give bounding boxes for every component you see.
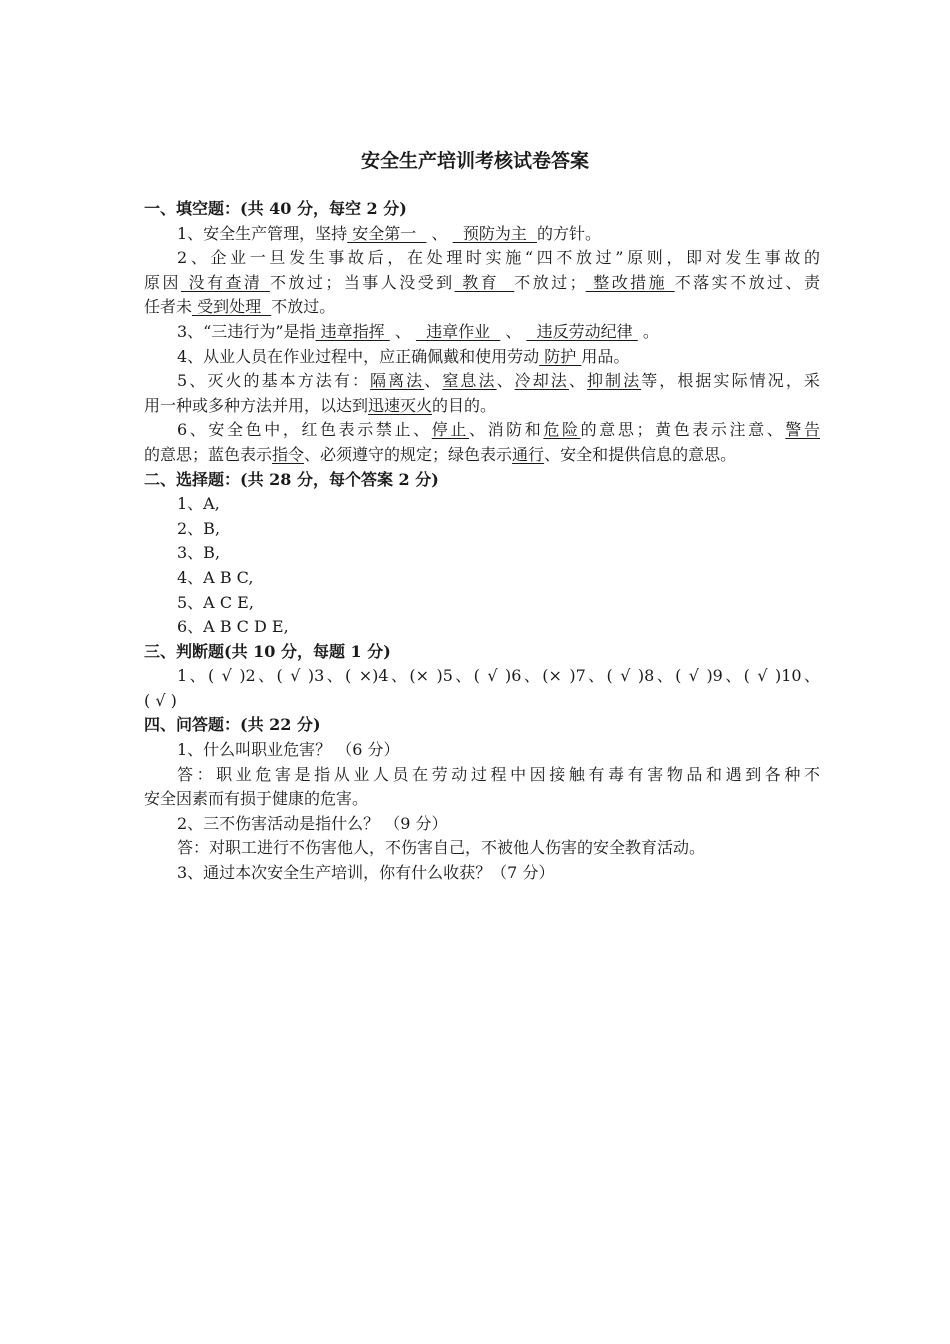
judge-answers-line-2: ( √ )	[144, 690, 177, 710]
fill-question-3: 3、“三违行为”是指 违章指挥 、 违章作业 、 违反劳动纪律 。	[177, 321, 659, 341]
qa-answer-2: 答：对职工进行不伤害他人，不伤害自己，不被他人伤害的安全教育活动。	[177, 838, 706, 858]
fill-question-4: 4、从业人员在作业过程中，应正确佩戴和使用劳动 防护 用品。	[177, 346, 630, 366]
choice-answer: 6、A B C D E,	[177, 617, 289, 637]
answer-blank: 窒息法	[442, 371, 497, 391]
section-heading-fill: 一、填空题：(共 40 分，每空 2 分)	[144, 199, 407, 218]
fill-question-1: 1、安全生产管理，坚持 安全第一 、 预防为主 的方针。	[177, 223, 602, 243]
answer-blank: 预防为主	[452, 223, 537, 243]
qa-question-1: 1、什么叫职业危害？ （6 分）	[177, 740, 400, 760]
answer-blank: 冷却法	[514, 371, 569, 391]
document-body	[144, 197, 820, 886]
answer-blank: 迅速灭火	[368, 395, 433, 415]
fill-question-6-line-2: 的意思；蓝色表示指令、必须遵守的规定；绿色表示通行、安全和提供信息的意思。	[144, 444, 737, 464]
qa-answer-1-line-1: 答：职业危害是指从业人员在劳动过程中因接触有毒有害物品和遇到各种不	[177, 764, 820, 784]
fill-question-5-line-1: 5、灭火的基本方法有：隔离法、窒息法、冷却法、抑制法等，根据实际情况，采	[177, 371, 820, 391]
judge-answers-line-1: 1、( √ )2、( √ )3、( ×)4、(× )5、( √ )6、(× )7、( √ )8、( √ )9、( √ )10、	[177, 666, 820, 686]
answer-blank: 违章指挥	[315, 321, 390, 341]
answer-blank: 警告	[785, 420, 820, 440]
fill-question-2-line-3: 任者未 受到处理 不放过。	[144, 297, 336, 317]
answer-blank: 安全第一	[347, 223, 427, 243]
fill-question-2-line-2: 原因 没有查清 不放过；当事人没受到 教育 不放过； 整改措施 不落实不放过、责	[144, 272, 820, 292]
answer-blank: 整改措施	[585, 272, 675, 292]
answer-blank: 受到处理	[192, 297, 272, 317]
answer-blank: 停止	[431, 420, 469, 440]
qa-answer-1-line-2: 安全因素而有损于健康的危害。	[144, 789, 369, 809]
answer-blank: 通行	[512, 444, 545, 464]
answer-blank: 指令	[272, 444, 305, 464]
fill-question-5-line-2: 用一种或多种方法并用，以达到迅速灭火的目的。	[144, 395, 497, 415]
answer-blank: 教育	[454, 272, 515, 292]
section-heading-judge: 三、判断题(共 10 分，每题 1 分)	[144, 641, 391, 661]
answer-blank: 防护	[539, 346, 582, 366]
choice-answer: 5、A C E,	[177, 592, 254, 612]
answer-blank: 违反劳动纪律	[526, 321, 638, 341]
answer-blank: 违章作业	[415, 321, 501, 341]
section-heading-choice: 二、选择题：(共 28 分，每个答案 2 分)	[144, 469, 439, 489]
qa-question-3: 3、通过本次安全生产培训，你有什么收获？（7 分）	[177, 863, 555, 883]
document-title: 安全生产培训考核试卷答案	[360, 150, 589, 172]
choice-answer: 1、A,	[177, 494, 220, 514]
answer-blank: 隔离法	[370, 371, 425, 391]
section-heading-qa: 四、问答题：(共 22 分)	[144, 715, 321, 735]
qa-question-2: 2、三不伤害活动是指什么？ （9 分）	[177, 813, 448, 833]
fill-question-6-line-1: 6、安全色中，红色表示禁止、停止、消防和危险的意思；黄色表示注意、警告	[177, 420, 820, 440]
answer-blank: 抑制法	[586, 371, 642, 391]
choice-answer: 2、B,	[177, 518, 221, 538]
answer-blank: 危险	[543, 420, 581, 440]
answer-blank: 没有查清	[180, 272, 270, 292]
choice-answer: 4、A B C,	[177, 567, 254, 587]
choice-answer: 3、B,	[177, 543, 221, 563]
fill-question-2-line-1: 2、企业一旦发生事故后，在处理时实施“四不放过”原则，即对发生事故的	[177, 248, 820, 268]
